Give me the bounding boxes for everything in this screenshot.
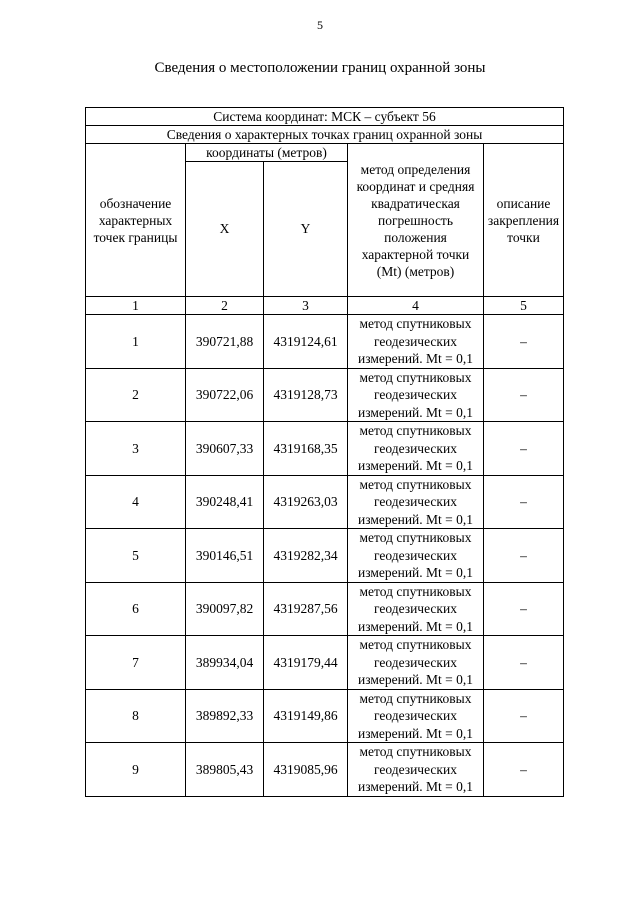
y-coordinate-cell: 4319179,44	[264, 636, 348, 690]
table-row	[86, 636, 564, 690]
method-cell: метод спутниковых геодезических измерений. Mt = 0,1	[348, 315, 484, 369]
x-coordinate-cell: 390722,06	[186, 368, 264, 422]
fixing-description-cell: –	[484, 368, 564, 422]
x-coordinate-cell: 389892,33	[186, 689, 264, 743]
header-fixing-description: описание закрепления точки	[484, 144, 564, 297]
y-coordinate-cell: 4319128,73	[264, 368, 348, 422]
column-number-row	[86, 297, 564, 315]
table-row	[86, 529, 564, 583]
header-x: X	[186, 162, 264, 297]
method-cell: метод спутниковых геодезических измерений. Mt = 0,1	[348, 582, 484, 636]
y-coordinate-cell: 4319124,61	[264, 315, 348, 369]
fixing-description-cell: –	[484, 475, 564, 529]
boundary-points-table	[85, 107, 564, 797]
table-row	[86, 475, 564, 529]
table-row	[86, 315, 564, 369]
header-point-designation: обозначение характерных точек границы	[86, 144, 186, 297]
column-number: 2	[186, 297, 264, 315]
point-number-cell: 3	[86, 422, 186, 476]
point-number-cell: 1	[86, 315, 186, 369]
column-number: 4	[348, 297, 484, 315]
x-coordinate-cell: 390607,33	[186, 422, 264, 476]
point-number-cell: 5	[86, 529, 186, 583]
fixing-description-cell: –	[484, 636, 564, 690]
header-method: метод определения координат и средняя квадратическая погрешность положения характерной точки (Mt) (метров)	[348, 144, 484, 297]
y-coordinate-cell: 4319282,34	[264, 529, 348, 583]
x-coordinate-cell: 389805,43	[186, 743, 264, 797]
y-coordinate-cell: 4319149,86	[264, 689, 348, 743]
method-cell: метод спутниковых геодезических измерений. Mt = 0,1	[348, 368, 484, 422]
table-row	[86, 422, 564, 476]
method-cell: метод спутниковых геодезических измерений. Mt = 0,1	[348, 689, 484, 743]
table-row	[86, 689, 564, 743]
table-row	[86, 368, 564, 422]
header-coordinates: координаты (метров)	[186, 144, 348, 162]
x-coordinate-cell: 389934,04	[186, 636, 264, 690]
fixing-description-cell: –	[484, 529, 564, 583]
point-number-cell: 6	[86, 582, 186, 636]
fixing-description-cell: –	[484, 422, 564, 476]
page-number: 5	[317, 18, 323, 32]
point-number-cell: 4	[86, 475, 186, 529]
x-coordinate-cell: 390097,82	[186, 582, 264, 636]
column-number: 5	[484, 297, 564, 315]
table-row	[86, 582, 564, 636]
fixing-description-cell: –	[484, 689, 564, 743]
method-cell: метод спутниковых геодезических измерений. Mt = 0,1	[348, 475, 484, 529]
x-coordinate-cell: 390721,88	[186, 315, 264, 369]
column-number: 1	[86, 297, 186, 315]
point-number-cell: 9	[86, 743, 186, 797]
method-cell: метод спутниковых геодезических измерений. Mt = 0,1	[348, 743, 484, 797]
coordinate-system-cell: Система координат: МСК – субъект 56	[86, 108, 564, 126]
method-cell: метод спутниковых геодезических измерений. Mt = 0,1	[348, 636, 484, 690]
point-number-cell: 2	[86, 368, 186, 422]
point-number-cell: 8	[86, 689, 186, 743]
y-coordinate-cell: 4319168,35	[264, 422, 348, 476]
y-coordinate-cell: 4319287,56	[264, 582, 348, 636]
method-cell: метод спутниковых геодезических измерений. Mt = 0,1	[348, 422, 484, 476]
document-title: Сведения о местоположении границ охранной зоны	[154, 60, 486, 76]
points-info-cell: Сведения о характерных точках границ охранной зоны	[86, 126, 564, 144]
fixing-description-cell: –	[484, 315, 564, 369]
method-cell: метод спутниковых геодезических измерений. Mt = 0,1	[348, 529, 484, 583]
column-number: 3	[264, 297, 348, 315]
x-coordinate-cell: 390248,41	[186, 475, 264, 529]
y-coordinate-cell: 4319085,96	[264, 743, 348, 797]
fixing-description-cell: –	[484, 582, 564, 636]
y-coordinate-cell: 4319263,03	[264, 475, 348, 529]
x-coordinate-cell: 390146,51	[186, 529, 264, 583]
header-y: Y	[264, 162, 348, 297]
table-row	[86, 743, 564, 797]
point-number-cell: 7	[86, 636, 186, 690]
fixing-description-cell: –	[484, 743, 564, 797]
